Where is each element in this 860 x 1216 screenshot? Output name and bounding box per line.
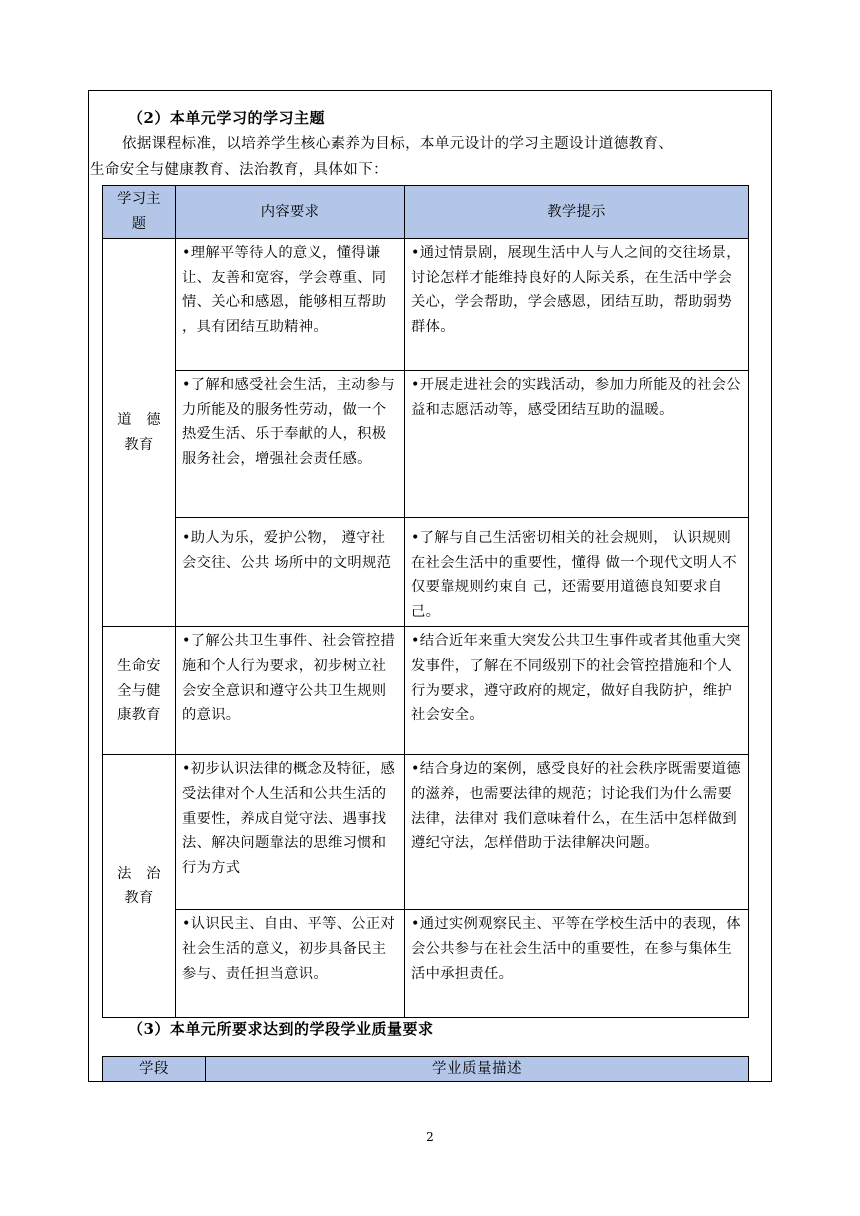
intro-line-1: 依据课程标准，以培养学生核心素养为目标，本单元设计的学习主题设计道德教育、 xyxy=(122,136,674,152)
subject-rule-of-law: 法 治教育 xyxy=(103,755,176,1018)
content-cell: •理解平等待人的意义，懂得谦让、友善和宽容，学会尊重、同情、关心和感恩，能够相互帮助 ，具有团结互助精神。 xyxy=(176,239,405,371)
theme-table xyxy=(102,185,749,1018)
intro-line-2: 生命安全与健康教育、法治教育，具体如下： xyxy=(90,162,388,178)
content-cell: •初步认识法律的概念及特征，感受法律对个人生活和公共生活的重要性，养成自觉守法、遇事找法、解决问题靠法的思维习惯和行为方式 xyxy=(176,755,405,910)
theme-table-header-row xyxy=(103,186,749,239)
header-hint: 教学提示 xyxy=(405,186,749,239)
quality-table-header-row xyxy=(103,1057,749,1082)
table-row xyxy=(103,239,749,371)
table-row xyxy=(103,627,749,755)
header-stage: 学段 xyxy=(103,1057,206,1082)
subject-moral-education: 道 德教育 xyxy=(103,239,176,627)
table-row xyxy=(103,755,749,910)
hint-cell: •结合身边的案例，感受良好的社会秩序既需要道德的滋养，也需要法律的规范；讨论我们为什么需要法律，法律对 我们意味着什么，在生活中怎样做到遵纪守法，怎样借助于法律解决问题。 xyxy=(405,755,749,910)
section-3-heading: （3）本单元所要求达到的学段学业质量要求 xyxy=(128,1020,434,1038)
hint-cell: •结合近年来重大突发公共卫生事件或者其他重大突发事件，了解在不同级别下的社会管控措施和个人行为要求，遵守政府的规定，做好自我防护，维护社会安全。 xyxy=(405,627,749,755)
hint-cell: •通过实例观察民主、平等在学校生活中的表现，体会公共参与在社会生活中的重要性，在参与集体生活中承担责任。 xyxy=(405,910,749,1018)
hint-cell: •通过情景剧，展现生活中人与人之间的交往场景，讨论怎样才能维持良好的人际关系，在生活中学会关心，学会帮助，学会感恩，团结互助，帮助弱势群体。 xyxy=(405,239,749,371)
content-cell: •认识民主、自由、平等、公正对社会生活的意义，初步具备民主参与、责任担当意识。 xyxy=(176,910,405,1018)
table-row xyxy=(103,910,749,1018)
header-theme: 学习主题 xyxy=(103,186,176,239)
page-number: 2 xyxy=(426,1130,434,1144)
subject-life-safety-health: 生命安全与健康教育 xyxy=(103,627,176,755)
hint-cell: •开展走进社会的实践活动，参加力所能及的社会公益和志愿活动等，感受团结互助的温暖。 xyxy=(405,371,749,518)
content-cell: •了解公共卫生事件、社会管控措施和个人行为要求，初步树立社会安全意识和遵守公共卫生规则的意识。 xyxy=(176,627,405,755)
content-cell: •助人为乐，爱护公物， 遵守社会交往、公共 场所中的文明规范 xyxy=(176,518,405,627)
table-row xyxy=(103,371,749,518)
content-cell: •了解和感受社会生活，主动参与力所能及的服务性劳动，做一个热爱生活、乐于奉献的人，积极服务社会，增强社会责任感。 xyxy=(176,371,405,518)
section-2-heading: （2）本单元学习的学习主题 xyxy=(128,109,325,127)
table-row xyxy=(103,518,749,627)
header-content: 内容要求 xyxy=(176,186,405,239)
header-quality-description: 学业质量描述 xyxy=(206,1057,749,1082)
quality-table xyxy=(102,1056,749,1082)
hint-cell: •了解与自己生活密切相关的社会规则， 认识规则在社会生活中的重要性，懂得 做一个现代文明人不仅要靠规则约束自 己，还需要用道德良知要求自己。 xyxy=(405,518,749,627)
